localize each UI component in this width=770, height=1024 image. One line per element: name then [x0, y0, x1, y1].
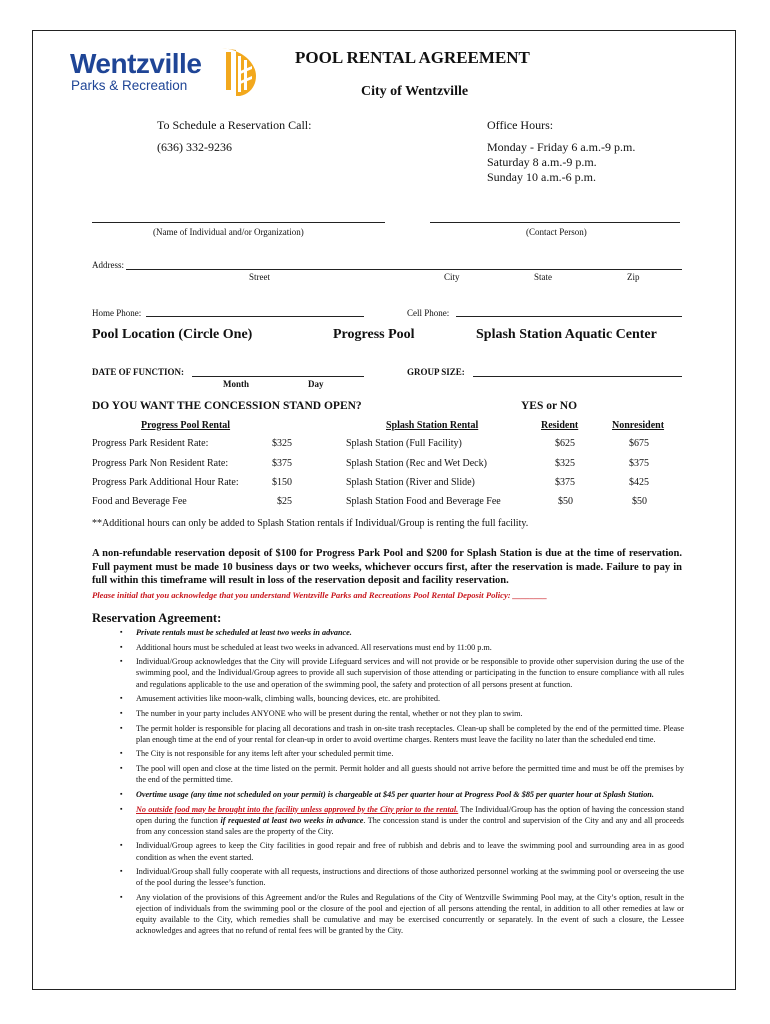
bullet-icon: ▪ — [120, 789, 123, 798]
pool-location-label: Pool Location (Circle One) — [92, 327, 253, 342]
bullet-icon: ▪ — [120, 764, 123, 773]
cell-phone-label: Cell Phone: — [407, 308, 450, 318]
progress-rate-price: $375 — [272, 458, 292, 469]
logo — [70, 50, 201, 94]
day-label: Day — [308, 379, 324, 389]
office-hours-saturday: Saturday 8 a.m.-9 p.m. — [487, 155, 597, 169]
progress-rate-label: Food and Beverage Fee — [92, 496, 187, 507]
bullet-icon: ▪ — [120, 694, 123, 703]
splash-rate-label: Splash Station (River and Slide) — [346, 477, 475, 488]
progress-rate-label: Progress Park Additional Hour Rate: — [92, 477, 239, 488]
splash-rate-label: Splash Station Food and Beverage Fee — [346, 496, 501, 507]
progress-rate-price: $25 — [277, 496, 292, 507]
list-item: ▪ Individual/Group agrees to keep the City facilities in good repair and free of rubbish and debris and to leave the swimming pool and surrounding area in as good condition as when the event started. — [120, 841, 684, 862]
splash-rate-nonresident: $425 — [629, 477, 649, 488]
list-item: ▪ Individual/Group acknowledges that the City will provide Lifeguard services and will not provide or be responsible to provide other supervision during the use of the swimming pool, and the Individual/Group agrees to provide all such supervision of those attending or participating in the function to ensure compliance with all rules and regulations applicable to the use and operation of the swimming pool, the safety and protection of all persons present at function. — [120, 657, 684, 689]
splash-rate-nonresident: $50 — [632, 496, 647, 507]
splash-rate-nonresident: $675 — [629, 438, 649, 449]
city-label: City — [444, 272, 460, 282]
schedule-label: To Schedule a Reservation Call: — [157, 118, 312, 132]
progress-rate-label: Progress Park Non Resident Rate: — [92, 458, 229, 469]
logo-sub-text: Parks & Recreation — [71, 78, 188, 93]
additional-hours-note: **Additional hours can only be added to Splash Station rentals if Individual/Group is renting the full facility. — [92, 518, 529, 529]
pool-option-splash[interactable]: Splash Station Aquatic Center — [476, 327, 657, 342]
splash-rate-resident: $625 — [555, 438, 575, 449]
home-phone-label: Home Phone: — [92, 308, 142, 318]
splash-rate-label: Splash Station (Rec and Wet Deck) — [346, 458, 487, 469]
deposit-policy-text: A non-refundable reservation deposit of $100 for Progress Park Pool and $200 for Splash Station is due at the time of reservation. Full payment must be made 10 business days or two weeks, whichever occurs first, after the reservation is made. Failure to pay in full within this timeframe will result in loss of the reservation deposit and facility reservation. — [92, 548, 682, 587]
list-item: ▪ Amusement activities like moon-walk, climbing walls, bouncing devices, etc. are prohibited. — [120, 694, 440, 704]
contact-field-label: (Contact Person) — [526, 227, 587, 237]
deposit-initial-line[interactable]: Please initial that you acknowledge that you understand Wentzville Parks and Recreations Pool Rental Deposit Policy: ________ — [92, 590, 548, 600]
splash-rate-resident: $325 — [555, 458, 575, 469]
schedule-phone: (636) 332-9236 — [157, 140, 232, 154]
page-title: POOL RENTAL AGREEMENT — [295, 48, 530, 67]
progress-rate-price: $325 — [272, 438, 292, 449]
bullet-icon: ▪ — [120, 804, 123, 813]
splash-rate-resident: $50 — [558, 496, 573, 507]
list-item: ▪ No outside food may be brought into the facility unless approved by the City prior to the rental. The Individual/Group has the option of having the concession stand open during the function if requested at least two weeks in advance. The concession stand is under the control and supervision of the City and any and all proceeds from any concession stand sales are the property of the City. — [120, 804, 684, 836]
splash-rate-resident: $375 — [555, 477, 575, 488]
list-item: ▪ Any violation of the provisions of this Agreement and/or the Rules and Regulations of the City of Wentzville Swimming Pool may, at the City’s option, result in the ejection of individuals from the swimming pool or the closure of the pool and ejection of all persons attending the rental, in addition to all other remedies at law or equity available to the City, which remedies shall be cumulative and may be exercised concurrently or separately. In the event of such a closure, the Lessee acknowledges and agrees that no refund of rental fees will be granted by the City. — [120, 893, 684, 936]
cell-phone-line[interactable] — [456, 316, 682, 317]
list-item: ▪ Additional hours must be scheduled at least two weeks in advanced. All reservations must end by 11:00 p.m. — [120, 642, 492, 652]
nonresident-header: Nonresident — [612, 420, 665, 431]
bullet-icon: ▪ — [120, 841, 123, 850]
list-item: ▪ Individual/Group shall fully cooperate with all requests, instructions and directions of those authorized personnel working at the swimming pool or overseeing the use of the pool during the lessee’s function. — [120, 867, 684, 888]
office-hours-label: Office Hours: — [487, 118, 554, 132]
progress-rate-label: Progress Park Resident Rate: — [92, 438, 209, 449]
concession-question: DO YOU WANT THE CONCESSION STAND OPEN? — [92, 400, 362, 412]
bullet-icon: ▪ — [120, 867, 123, 876]
address-label: Address: — [92, 260, 124, 270]
splash-rental-header: Splash Station Rental — [386, 420, 479, 431]
bullet-icon: ▪ — [120, 642, 123, 651]
name-field-line[interactable] — [92, 222, 385, 223]
group-size-line[interactable] — [473, 376, 682, 377]
resident-header: Resident — [541, 420, 579, 431]
splash-rate-label: Splash Station (Full Facility) — [346, 438, 462, 449]
name-field-label: (Name of Individual and/or Organization) — [153, 227, 304, 237]
state-label: State — [534, 272, 552, 282]
office-hours-sunday: Sunday 10 a.m.-6 p.m. — [487, 170, 596, 184]
list-item: ▪ The pool will open and close at the time listed on the permit. Permit holder and all guests should not arrive before the permitted time and must be off the premises by the end of the permitted time. — [120, 764, 684, 785]
date-field-line[interactable] — [192, 376, 364, 377]
progress-rate-price: $150 — [272, 477, 292, 488]
date-of-function-label: DATE OF FUNCTION: — [92, 367, 184, 377]
contact-field-line[interactable] — [430, 222, 680, 223]
progress-rental-header: Progress Pool Rental — [141, 420, 231, 431]
splash-rate-nonresident: $375 — [629, 458, 649, 469]
sun-logo-icon — [218, 42, 260, 98]
logo-main-text: Wentzville — [70, 48, 202, 79]
bullet-icon: ▪ — [120, 749, 123, 758]
address-field-line[interactable] — [126, 269, 682, 270]
reservation-rules-list — [92, 627, 684, 940]
list-item: ▪ The permit holder is responsible for placing all decorations and trash in on-site trash receptacles. Clean-up shall be completed by the end of the permitted time. Please plan enough time at the end of your rental for clean-up in order to avoid overtime charges. Renters must leave the facility no later than the scheduled end time. — [120, 723, 684, 744]
page-subtitle: City of Wentzville — [361, 84, 469, 99]
list-item: ▪ The City is not responsible for any items left after your scheduled permit time. — [120, 749, 394, 759]
list-item: ▪ Overtime usage (any time not scheduled on your permit) is chargeable at $45 per quarter hour at Progress Pool & $85 per quarter hour at Splash Station. — [120, 789, 654, 799]
home-phone-line[interactable] — [146, 316, 364, 317]
month-label: Month — [223, 379, 250, 389]
bullet-icon: ▪ — [120, 628, 123, 636]
bullet-icon: ▪ — [120, 657, 123, 666]
bullet-icon: ▪ — [120, 708, 123, 717]
pool-option-progress[interactable]: Progress Pool — [333, 327, 415, 342]
reservation-agreement-heading: Reservation Agreement: — [92, 611, 222, 625]
office-hours-weekday: Monday - Friday 6 a.m.-9 p.m. — [487, 140, 636, 154]
bullet-icon: ▪ — [120, 893, 123, 901]
zip-label: Zip — [627, 272, 640, 282]
concession-answer[interactable]: YES or NO — [521, 400, 578, 412]
street-label: Street — [249, 272, 270, 282]
group-size-label: GROUP SIZE: — [407, 367, 465, 377]
list-item: ▪ The number in your party includes ANYONE who will be present during the rental, whether or not they plan to swim. — [120, 708, 523, 718]
bullet-icon: ▪ — [120, 723, 123, 732]
list-item: ▪ Private rentals must be scheduled at least two weeks in advance. — [120, 628, 352, 637]
